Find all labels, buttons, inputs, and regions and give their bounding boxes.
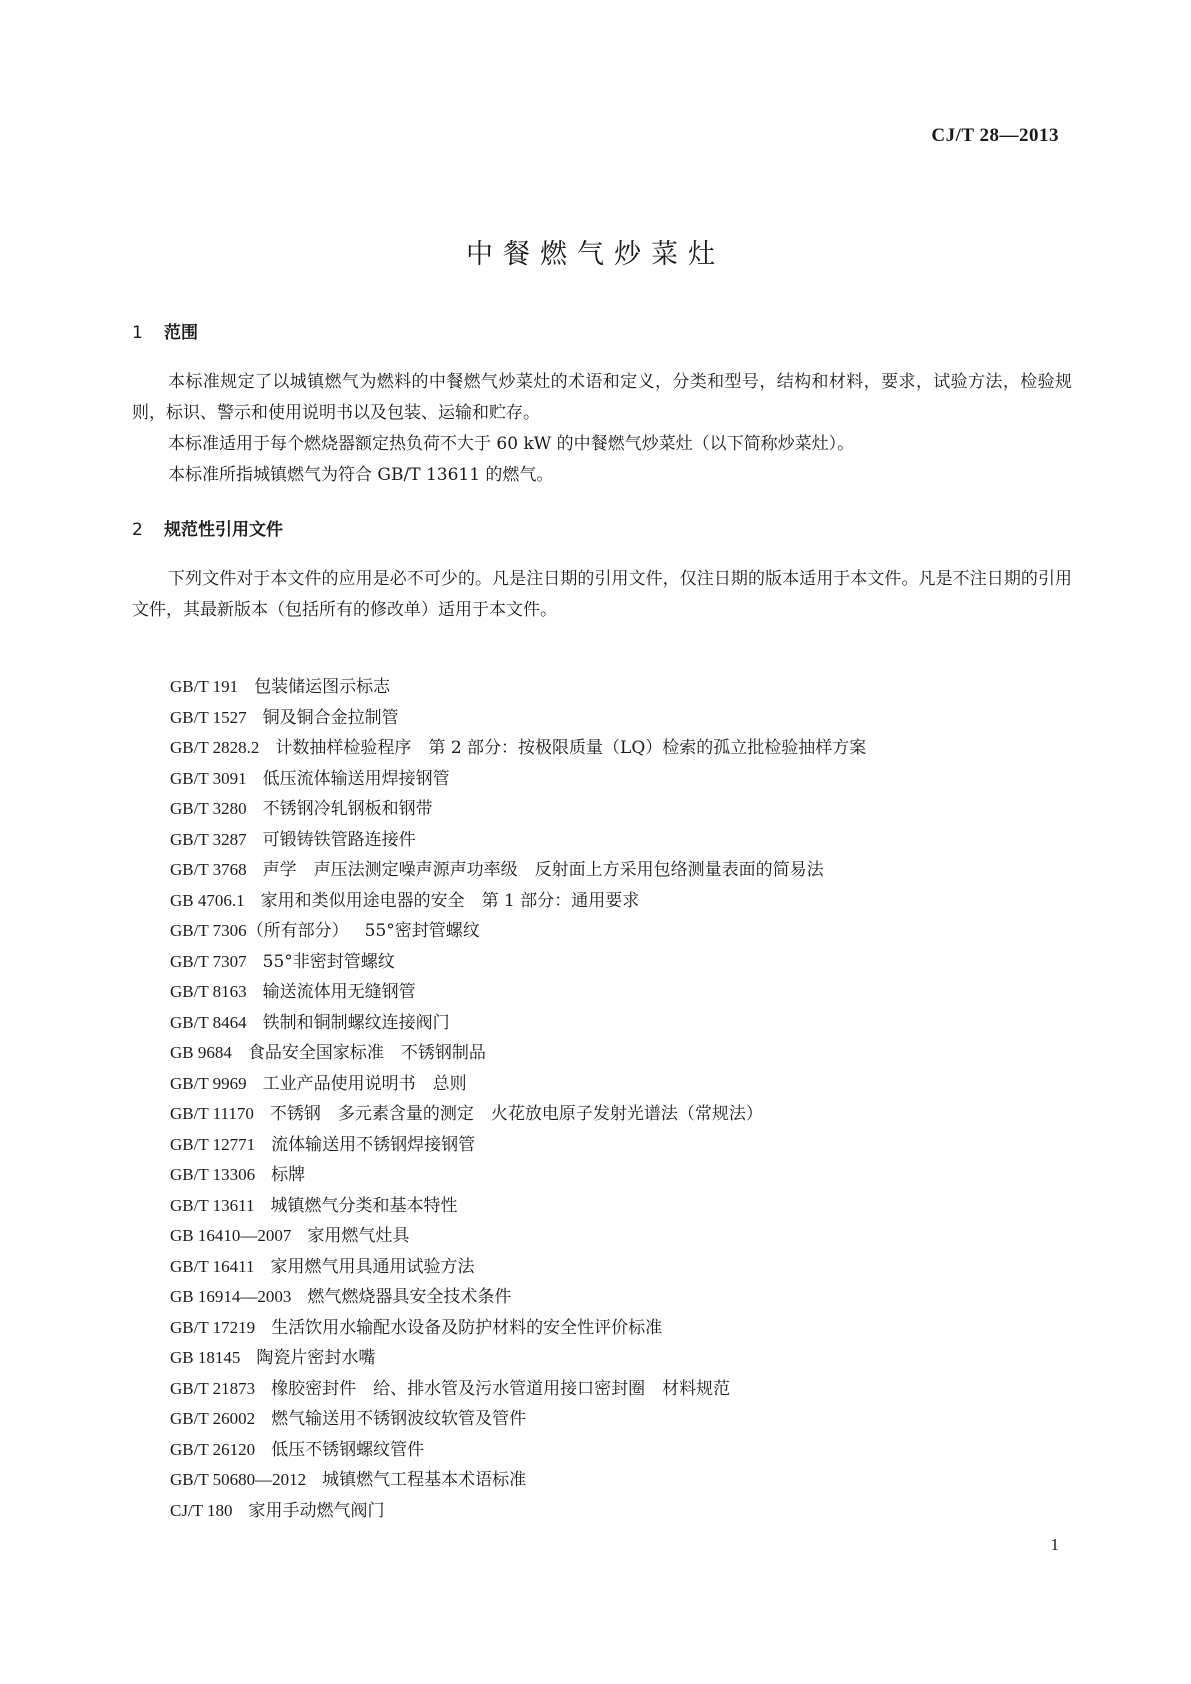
section-heading-scope [132, 318, 198, 343]
section-number: 2 [132, 520, 143, 540]
reference-code: GB/T 21873 [170, 1378, 256, 1398]
reference-code: GB/T 7306（所有部分） [170, 921, 349, 940]
reference-code: GB 9684 [170, 1043, 232, 1062]
reference-title: 标牌 [271, 1165, 306, 1185]
reference-item [170, 1191, 866, 1222]
section-title: 范围 [164, 323, 198, 343]
reference-code: GB/T 8163 [170, 982, 247, 1001]
section-title: 规范性引用文件 [164, 520, 283, 540]
reference-title: 包装储运图示标志 [254, 677, 391, 697]
reference-code: GB/T 9969 [170, 1073, 247, 1093]
reference-code: GB/T 17219 [170, 1317, 256, 1337]
reference-code: GB/T 13611 [170, 1195, 255, 1215]
reference-title: 食品安全国家标准 不锈钢制品 [247, 1043, 486, 1063]
reference-item [170, 1130, 866, 1161]
scope-paragraph-1: 本标准规定了以城镇燃气为燃料的中餐燃气炒菜灶的术语和定义，分类和型号，结构和材料，要求，试验方法，检验规则，标识、警示和使用说明书以及包装、运输和贮存。 [132, 372, 1072, 423]
reference-code: GB/T 11170 [170, 1104, 254, 1123]
standard-code: CJ/T 28—2013 [931, 125, 1059, 146]
reference-title: 家用和类似用途电器的安全 第 1 部分：通用要求 [260, 890, 640, 911]
reference-item [170, 733, 866, 764]
reference-item [170, 1404, 866, 1435]
reference-code: GB/T 26002 [170, 1409, 256, 1428]
reference-item [170, 977, 866, 1008]
references-intro-paragraph: 下列文件对于本文件的应用是必不可少的。凡是注日期的引用文件，仅注日期的版本适用于本文件。凡是不注日期的引用文件，其最新版本（包括所有的修改单）适用于本文件。 [132, 569, 1072, 620]
reference-code: GB 4706.1 [170, 890, 245, 910]
reference-title: 铁制和铜制螺纹连接阀门 [262, 1012, 450, 1033]
reference-title: 不锈钢冷轧钢板和钢带 [262, 799, 433, 819]
reference-item [170, 1282, 866, 1313]
reference-title: 燃气输送用不锈钢波纹软管及管件 [271, 1409, 527, 1429]
scope-paragraph-3: 本标准所指城镇燃气为符合 GB/T 13611 的燃气。 [168, 465, 554, 485]
reference-code: GB/T 8464 [170, 1012, 247, 1032]
reference-code: GB/T 191 [170, 677, 239, 696]
reference-item [170, 1374, 866, 1405]
reference-item [170, 1435, 866, 1466]
reference-title: 低压流体输送用焊接钢管 [262, 768, 450, 789]
reference-code: GB/T 3091 [170, 768, 247, 788]
reference-item [170, 1099, 866, 1130]
reference-item [170, 825, 866, 856]
reference-item [170, 1160, 866, 1191]
reference-code: GB/T 7307 [170, 951, 247, 971]
reference-title: 不锈钢 多元素含量的测定 火花放电原子发射光谱法（常规法） [269, 1104, 763, 1124]
reference-item [170, 703, 866, 734]
reference-item [170, 764, 866, 795]
section-number: 1 [132, 323, 143, 343]
reference-item [170, 855, 866, 886]
reference-code: GB/T 13306 [170, 1165, 256, 1184]
reference-title: 计数抽样检验程序 第 2 部分：按极限质量（LQ）检索的孤立批检验抽样方案 [275, 738, 867, 758]
reference-title: 家用手动燃气阀门 [248, 1500, 385, 1521]
reference-code: GB/T 2828.2 [170, 738, 260, 757]
reference-item [170, 1038, 866, 1069]
reference-item [170, 1008, 866, 1039]
reference-title: 城镇燃气工程基本术语标准 [322, 1470, 527, 1490]
reference-title: 55°密封管螺纹 [364, 921, 480, 941]
reference-item [170, 916, 866, 947]
reference-title: 低压不锈钢螺纹管件 [271, 1439, 425, 1460]
reference-code: GB/T 3768 [170, 860, 247, 879]
page-number: 1 [1050, 1535, 1059, 1554]
reference-title: 家用燃气用具通用试验方法 [270, 1256, 475, 1277]
reference-title: 城镇燃气分类和基本特性 [270, 1195, 458, 1216]
reference-code: GB/T 3280 [170, 799, 247, 818]
reference-title: 流体输送用不锈钢焊接钢管 [271, 1134, 476, 1155]
reference-item [170, 794, 866, 825]
reference-code: GB/T 12771 [170, 1134, 256, 1154]
reference-title: 燃气燃烧器具安全技术条件 [307, 1287, 512, 1307]
reference-item [170, 672, 866, 703]
section-heading-normative-references [132, 515, 283, 540]
reference-title: 铜及铜合金拉制管 [262, 707, 399, 728]
reference-title: 家用燃气灶具 [307, 1226, 410, 1246]
reference-item [170, 1465, 866, 1496]
reference-title: 橡胶密封件 给、排水管及污水管道用接口密封圈 材料规范 [271, 1378, 731, 1399]
reference-title: 55°非密封管螺纹 [262, 951, 395, 972]
reference-title: 陶瓷片密封水嘴 [256, 1348, 376, 1368]
page-title: 中餐燃气炒菜灶 [466, 239, 725, 270]
reference-code: GB/T 16411 [170, 1256, 255, 1276]
reference-code: GB/T 50680—2012 [170, 1470, 307, 1489]
scope-paragraph-2: 本标准适用于每个燃烧器额定热负荷不大于 60 kW 的中餐燃气炒菜灶（以下简称炒菜灶）。 [168, 434, 855, 454]
reference-title: 声学 声压法测定噪声源声功率级 反射面上方采用包络测量表面的简易法 [262, 860, 824, 880]
reference-item [170, 1069, 866, 1100]
reference-title: 输送流体用无缝钢管 [262, 982, 416, 1002]
reference-item [170, 947, 866, 978]
reference-item [170, 1343, 866, 1374]
reference-item [170, 1221, 866, 1252]
reference-item [170, 1496, 866, 1527]
reference-code: GB/T 1527 [170, 707, 247, 727]
reference-item [170, 1252, 866, 1283]
reference-code: GB 16410—2007 [170, 1226, 292, 1245]
reference-code: GB 18145 [170, 1348, 241, 1367]
reference-code: GB 16914—2003 [170, 1287, 292, 1306]
reference-title: 工业产品使用说明书 总则 [262, 1073, 467, 1094]
reference-code: GB/T 26120 [170, 1439, 256, 1459]
reference-code: GB/T 3287 [170, 829, 247, 849]
reference-title: 生活饮用水输配水设备及防护材料的安全性评价标准 [271, 1317, 663, 1338]
reference-list [170, 672, 866, 1526]
reference-code: CJ/T 180 [170, 1500, 233, 1520]
reference-title: 可锻铸铁管路连接件 [262, 829, 416, 850]
reference-item [170, 886, 866, 917]
reference-item [170, 1313, 866, 1344]
